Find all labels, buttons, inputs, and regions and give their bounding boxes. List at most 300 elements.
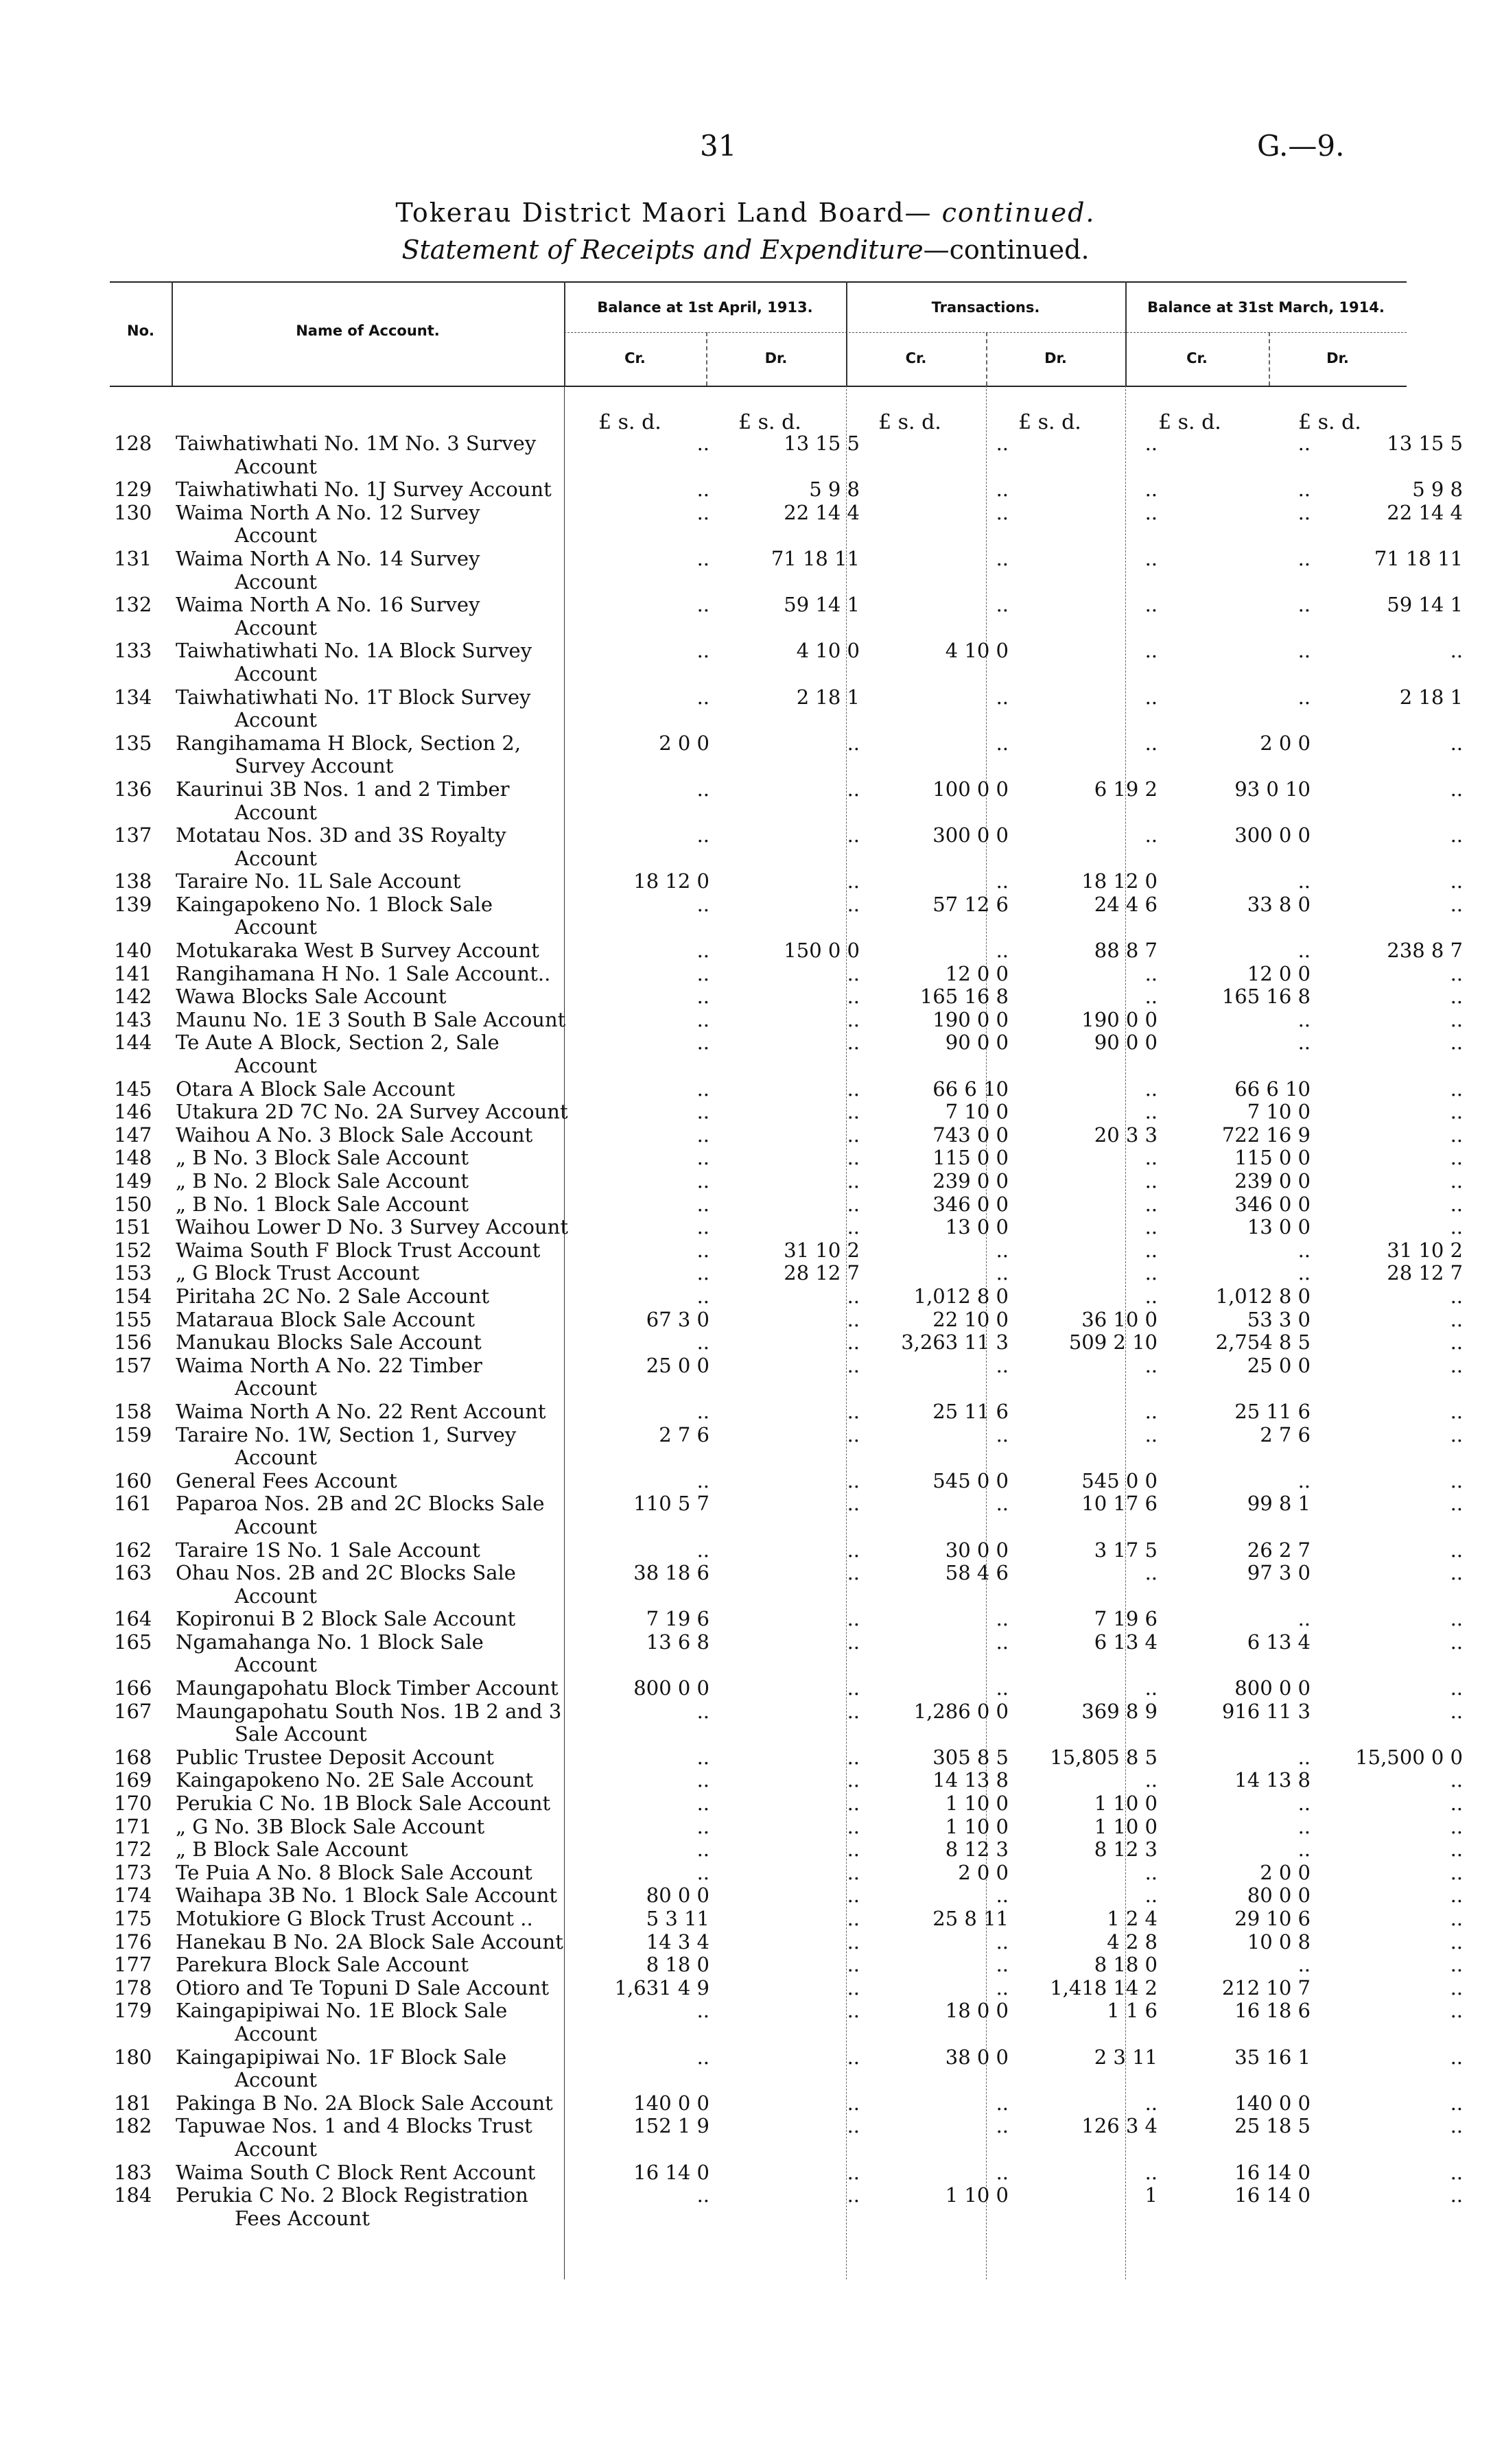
amount-cell: .. [1144, 1422, 1158, 1446]
amount-cell: .. [1144, 1192, 1158, 1216]
account-name-cell [176, 1239, 568, 1263]
amount-cell: .. [696, 1169, 709, 1193]
amount-cell: .. [696, 1699, 709, 1723]
amount-cell: 7 19 6 [646, 1607, 709, 1631]
account-name: Waihou Lower D No. 3 Survey Account [176, 1215, 569, 1239]
amount-cell: 80 0 0 [646, 1884, 709, 1908]
amount-cell: .. [1144, 1261, 1158, 1285]
row-number: 136 [114, 777, 152, 801]
account-name: Public Trustee Deposit Account [176, 1745, 495, 1769]
amount-cell: .. [847, 1814, 860, 1838]
amount-cell: .. [1298, 939, 1311, 963]
account-name: Waima North A No. 12 Survey Account [176, 500, 480, 548]
amount-cell: 3,263 11 3 [901, 1330, 1009, 1354]
table-row [110, 1470, 1472, 1493]
row-number: 161 [114, 1492, 152, 1516]
row-number: 172 [114, 1838, 152, 1862]
units-label: £ s. d. [1298, 410, 1361, 434]
account-name-cell [176, 1147, 568, 1170]
account-name: Pakinga B No. 2A Block Sale Account [176, 2091, 553, 2115]
account-name-cell [176, 778, 568, 824]
row-number: 174 [114, 1884, 152, 1908]
amount-cell: .. [996, 500, 1009, 524]
table-row [110, 870, 1472, 893]
row-number: 132 [114, 593, 152, 617]
amount-cell: 4 2 8 [1107, 1929, 1158, 1953]
col-dr-header: Dr. [1044, 350, 1067, 366]
amount-cell: 57 12 6 [932, 892, 1009, 916]
amount-cell: 300 0 0 [932, 823, 1009, 847]
row-number: 159 [114, 1422, 152, 1446]
units-label: £ s. d. [878, 410, 941, 434]
row-number: 131 [114, 546, 152, 570]
account-name: Taiwhatiwhati No. 1M No. 3 Survey Account [176, 432, 537, 478]
amount-cell: 6 13 4 [1247, 1630, 1311, 1654]
amount-cell: .. [1450, 1468, 1463, 1492]
amount-cell: .. [847, 1123, 860, 1147]
amount-cell: .. [1298, 478, 1311, 502]
amount-cell: 165 16 8 [919, 985, 1009, 1009]
col-balance-1914-header: Balance at 31st March, 1914. [1147, 299, 1385, 316]
account-name: Taiwhatiwhati No. 1T Block Survey Account [176, 685, 531, 732]
row-number: 143 [114, 1007, 152, 1031]
table-row [110, 594, 1472, 640]
account-name-cell [176, 1562, 568, 1608]
account-name-cell [176, 1999, 568, 2045]
row-number: 128 [114, 432, 152, 455]
table-row [110, 1424, 1472, 1470]
amount-cell: 916 11 3 [1221, 1699, 1311, 1723]
table-row [110, 1862, 1472, 1885]
amount-cell: 1 10 0 [945, 1792, 1009, 1816]
amount-cell: .. [1298, 1031, 1311, 1055]
row-number: 165 [114, 1630, 152, 1654]
table-row [110, 939, 1472, 963]
row-number: 149 [114, 1169, 152, 1193]
table-row [110, 2092, 1472, 2115]
amount-cell: .. [696, 961, 709, 985]
account-name: General Fees Account [176, 1468, 397, 1492]
table-row [110, 1309, 1472, 1332]
amount-cell: .. [847, 1607, 860, 1631]
amount-cell: 10 17 6 [1081, 1492, 1158, 1516]
amount-cell: 29 10 6 [1234, 1907, 1311, 1930]
amount-cell: .. [847, 1699, 860, 1723]
amount-cell: 99 8 1 [1247, 1492, 1311, 1516]
account-name-cell [176, 870, 568, 893]
row-number: 160 [114, 1468, 152, 1492]
row-number: 137 [114, 823, 152, 847]
amount-cell: .. [1450, 1699, 1463, 1723]
amount-cell: .. [696, 1007, 709, 1031]
amount-cell: .. [847, 1492, 860, 1516]
account-name: Te Puia A No. 8 Block Sale Account [176, 1860, 532, 1884]
amount-cell: .. [1298, 685, 1311, 709]
amount-cell: 13 15 5 [1387, 432, 1463, 455]
account-name: „ G No. 3B Block Sale Account [176, 1814, 485, 1838]
amount-cell: 3 17 5 [1094, 1538, 1158, 1562]
amount-cell: .. [1298, 1745, 1311, 1769]
table-row [110, 1792, 1472, 1816]
amount-cell: 305 8 5 [932, 1745, 1009, 1769]
account-name-cell [176, 1769, 568, 1792]
account-name-cell [176, 1700, 568, 1746]
amount-cell: .. [1450, 1953, 1463, 1977]
amount-cell: 1,012 8 0 [1215, 1284, 1311, 1308]
amount-cell: .. [1144, 823, 1158, 847]
amount-cell: .. [1144, 593, 1158, 617]
row-number: 150 [114, 1192, 152, 1216]
row-number: 158 [114, 1399, 152, 1423]
table-row [110, 985, 1472, 1009]
amount-cell: 30 0 0 [945, 1538, 1009, 1562]
row-number: 145 [114, 1077, 152, 1101]
amount-cell: 722 16 9 [1221, 1123, 1311, 1147]
amount-cell: 25 18 5 [1234, 2114, 1311, 2138]
amount-cell: .. [696, 546, 709, 570]
amount-cell: .. [996, 1975, 1009, 1999]
account-name: Motukaraka West B Survey Account [176, 939, 539, 963]
amount-cell: .. [1298, 1792, 1311, 1816]
account-name-cell [176, 1078, 568, 1101]
amount-cell: .. [1450, 1999, 1463, 2023]
amount-cell: 152 1 9 [633, 2114, 709, 2138]
table-row [110, 1816, 1472, 1839]
amount-cell: 16 18 6 [1234, 1999, 1311, 2023]
title-continued: — continued. [904, 198, 1096, 228]
amount-cell: .. [1144, 2160, 1158, 2184]
amount-cell: .. [847, 1860, 860, 1884]
row-number: 176 [114, 1929, 152, 1953]
amount-cell: 5 9 8 [1412, 478, 1463, 502]
amount-cell: .. [1298, 1261, 1311, 1285]
amount-cell: 93 0 10 [1234, 777, 1311, 801]
amount-cell: .. [847, 1907, 860, 1930]
amount-cell: .. [1450, 1192, 1463, 1216]
account-name: „ B No. 3 Block Sale Account [176, 1146, 469, 1170]
amount-cell: 88 8 7 [1094, 939, 1158, 963]
col-name-header: Name of Account. [296, 322, 440, 339]
account-name-cell [176, 1631, 568, 1677]
account-name: Paparoa Nos. 2B and 2C Blocks Sale Account [176, 1492, 545, 1538]
amount-cell: .. [847, 869, 860, 893]
amount-cell: 7 19 6 [1094, 1607, 1158, 1631]
account-name-cell [176, 1884, 568, 1908]
account-name-cell [176, 640, 568, 685]
row-number: 181 [114, 2091, 152, 2115]
amount-cell: 190 0 0 [932, 1007, 1009, 1031]
amount-cell: 22 10 0 [932, 1307, 1009, 1331]
row-number: 184 [114, 2183, 152, 2207]
amount-cell: 165 16 8 [1221, 985, 1311, 1009]
amount-cell: 2 18 1 [796, 685, 860, 709]
amount-cell: .. [996, 1929, 1009, 1953]
amount-cell: 1,418 14 2 [1050, 1975, 1158, 1999]
amount-cell: .. [847, 1215, 860, 1239]
page-number: 31 [700, 129, 737, 163]
table-row [110, 1769, 1472, 1792]
amount-cell: 2 3 11 [1094, 2045, 1158, 2069]
amount-cell: .. [996, 478, 1009, 502]
header-sub-rule [564, 332, 1407, 333]
amount-cell: .. [696, 1399, 709, 1423]
account-name-cell [176, 1400, 568, 1424]
units-label: £ s. d. [598, 410, 661, 434]
amount-cell: .. [1298, 593, 1311, 617]
amount-cell: .. [696, 1031, 709, 1055]
amount-cell: 14 13 8 [1234, 1768, 1311, 1792]
amount-cell: .. [1450, 869, 1463, 893]
account-name: Waihou A No. 3 Block Sale Account [176, 1123, 533, 1147]
account-name: Wawa Blocks Sale Account [176, 985, 447, 1009]
row-number: 144 [114, 1031, 152, 1055]
amount-cell: .. [696, 1261, 709, 1285]
amount-cell: .. [1144, 1077, 1158, 1101]
row-number: 139 [114, 892, 152, 916]
account-name-cell [176, 1285, 568, 1309]
account-name: Waima North A No. 16 Survey Account [176, 593, 480, 640]
amount-cell: 346 0 0 [1234, 1192, 1311, 1216]
amount-cell: .. [847, 1284, 860, 1308]
table-row [110, 963, 1472, 986]
account-name-cell [176, 893, 568, 939]
table-row [110, 1562, 1472, 1608]
col-cr-header: Cr. [1186, 350, 1208, 366]
table-row [110, 778, 1472, 824]
account-name: Manukau Blocks Sale Account [176, 1330, 482, 1354]
subtitle-continued: —continued. [923, 235, 1090, 265]
account-name: Kaingapipiwai No. 1E Block Sale Account [176, 1999, 508, 2045]
amount-cell: 8 18 0 [1094, 1953, 1158, 1977]
table-row [110, 1262, 1472, 1285]
amount-cell: 18 12 0 [1081, 869, 1158, 893]
amount-cell: .. [847, 1884, 860, 1908]
amount-cell: .. [696, 777, 709, 801]
amount-cell: .. [1450, 1492, 1463, 1516]
amount-cell: .. [847, 1630, 860, 1654]
row-number: 168 [114, 1745, 152, 1769]
amount-cell: 90 0 0 [945, 1031, 1009, 1055]
amount-cell: .. [847, 892, 860, 916]
amount-cell: 67 3 0 [646, 1307, 709, 1331]
account-name: Maungapohatu South Nos. 1B 2 and 3 Sale Account [176, 1699, 562, 1746]
account-name: Taraire No. 1L Sale Account [176, 869, 461, 893]
row-number: 164 [114, 1607, 152, 1631]
row-number: 142 [114, 985, 152, 1009]
amount-cell: .. [1144, 1561, 1158, 1585]
amount-cell: .. [696, 1538, 709, 1562]
table-row [110, 1239, 1472, 1263]
amount-cell: .. [696, 1860, 709, 1884]
amount-cell: .. [1298, 500, 1311, 524]
col-dr-header: Dr. [1326, 350, 1349, 366]
amount-cell: .. [1450, 1123, 1463, 1147]
amount-cell: 14 3 4 [646, 1929, 709, 1953]
table-row [110, 1285, 1472, 1309]
row-number: 140 [114, 939, 152, 963]
amount-cell: 66 6 10 [932, 1077, 1009, 1101]
account-name: „ G Block Trust Account [176, 1261, 420, 1285]
amount-cell: .. [996, 1676, 1009, 1700]
amount-cell: 25 11 6 [932, 1399, 1009, 1423]
amount-cell: .. [696, 1792, 709, 1816]
amount-cell: .. [696, 1192, 709, 1216]
account-name-cell [176, 548, 568, 594]
table-row [110, 1999, 1472, 2045]
amount-cell: 346 0 0 [932, 1192, 1009, 1216]
amount-cell: .. [847, 1192, 860, 1216]
row-number: 173 [114, 1860, 152, 1884]
amount-cell: 13 6 8 [646, 1630, 709, 1654]
amount-cell: .. [847, 1399, 860, 1423]
units-label: £ s. d. [1158, 410, 1221, 434]
amount-cell: .. [847, 1538, 860, 1562]
account-name: Kaingapokeno No. 1 Block Sale Account [176, 892, 493, 939]
amount-cell: .. [1144, 546, 1158, 570]
amount-cell: .. [847, 1975, 860, 1999]
account-name-cell [176, 1009, 568, 1032]
amount-cell: 14 13 8 [932, 1768, 1009, 1792]
amount-cell: 7 10 0 [1247, 1100, 1311, 1124]
amount-cell: 545 0 0 [932, 1468, 1009, 1492]
amount-cell: .. [1144, 1100, 1158, 1124]
amount-cell: 8 12 3 [945, 1838, 1009, 1862]
amount-cell: .. [696, 2045, 709, 2069]
amount-cell: .. [1450, 1630, 1463, 1654]
amount-cell: 5 9 8 [809, 478, 860, 502]
amount-cell: .. [1298, 639, 1311, 663]
account-name-cell [176, 1539, 568, 1562]
amount-cell: 12 0 0 [1247, 961, 1311, 985]
account-name: Motatau Nos. 3D and 3S Royalty Account [176, 823, 506, 870]
amount-cell: .. [996, 1492, 1009, 1516]
table-row [110, 2184, 1472, 2230]
document-subtitle [0, 235, 1491, 265]
account-name-cell [176, 1101, 568, 1124]
account-name-cell [176, 1262, 568, 1285]
amount-cell: .. [1450, 1907, 1463, 1930]
table-row [110, 1677, 1472, 1700]
amount-cell: 28 12 7 [1387, 1261, 1463, 1285]
amount-cell: .. [1450, 892, 1463, 916]
amount-cell: .. [696, 639, 709, 663]
table-row [110, 1953, 1472, 1977]
amount-cell: .. [1450, 1792, 1463, 1816]
account-name-cell [176, 2184, 568, 2230]
amount-cell: .. [996, 869, 1009, 893]
account-name: Hanekau B No. 2A Block Sale Account [176, 1929, 563, 1953]
account-name: Waima South F Block Trust Account [176, 1238, 541, 1262]
amount-cell: .. [996, 939, 1009, 963]
table-row [110, 1539, 1472, 1562]
table-row [110, 1492, 1472, 1538]
row-number: 153 [114, 1261, 152, 1285]
account-name: Waima South C Block Rent Account [176, 2160, 536, 2184]
row-number: 180 [114, 2045, 152, 2069]
amount-cell: 26 2 7 [1247, 1538, 1311, 1562]
amount-cell: 13 0 0 [1247, 1215, 1311, 1239]
amount-cell: .. [1450, 2183, 1463, 2207]
amount-cell: .. [1144, 500, 1158, 524]
table-row [110, 1700, 1472, 1746]
amount-cell: .. [1450, 2114, 1463, 2138]
amount-cell: 8 18 0 [646, 1953, 709, 1977]
amount-cell: .. [847, 1146, 860, 1170]
table-row [110, 686, 1472, 732]
amount-cell: .. [996, 731, 1009, 755]
row-number: 154 [114, 1284, 152, 1308]
account-name-cell [176, 1792, 568, 1816]
account-name: Te Aute A Block, Section 2, Sale Account [176, 1031, 500, 1078]
amount-cell: .. [996, 593, 1009, 617]
document-title [0, 198, 1491, 228]
amount-cell: 1,286 0 0 [913, 1699, 1009, 1723]
row-number: 155 [114, 1307, 152, 1331]
amount-cell: .. [696, 1468, 709, 1492]
amount-cell: 97 3 0 [1247, 1561, 1311, 1585]
amount-cell: .. [847, 1100, 860, 1124]
amount-cell: 59 14 1 [784, 593, 860, 617]
amount-cell: .. [847, 1422, 860, 1446]
amount-cell: .. [696, 685, 709, 709]
amount-cell: .. [696, 1838, 709, 1862]
amount-cell: .. [1450, 1077, 1463, 1101]
amount-cell: .. [696, 1238, 709, 1262]
amount-cell: 22 14 4 [1387, 500, 1463, 524]
amount-cell: .. [996, 1261, 1009, 1285]
account-name: Rangihamama H Block, Section 2, Survey Account [176, 731, 521, 778]
row-number: 151 [114, 1215, 152, 1239]
amount-cell: .. [696, 1215, 709, 1239]
account-name-cell [176, 594, 568, 640]
amount-cell: 1,012 8 0 [913, 1284, 1009, 1308]
col-balance-1913-header: Balance at 1st April, 1913. [597, 299, 813, 316]
amount-cell: .. [996, 432, 1009, 455]
amount-cell: .. [996, 2160, 1009, 2184]
table-row [110, 1031, 1472, 1077]
table-row [110, 1746, 1472, 1770]
amount-cell: .. [1450, 1676, 1463, 1700]
amount-cell: .. [1450, 1929, 1463, 1953]
account-name: Taiwhatiwhati No. 1J Survey Account [176, 478, 552, 502]
amount-cell: .. [1450, 1100, 1463, 1124]
amount-cell: .. [847, 1077, 860, 1101]
amount-cell: .. [1144, 1884, 1158, 1908]
amount-cell: 15,805 8 5 [1050, 1745, 1158, 1769]
amount-cell: 25 11 6 [1234, 1399, 1311, 1423]
amount-cell: .. [696, 1768, 709, 1792]
row-number: 152 [114, 1238, 152, 1262]
account-name-cell [176, 963, 568, 986]
row-number: 182 [114, 2114, 152, 2138]
amount-cell: 5 3 11 [646, 1907, 709, 1930]
account-name-cell [176, 1908, 568, 1931]
amount-cell: .. [1450, 1284, 1463, 1308]
amount-cell: .. [1144, 1146, 1158, 1170]
amount-cell: .. [1450, 1007, 1463, 1031]
account-name: Taraire No. 1W, Section 1, Survey Account [176, 1422, 517, 1470]
table-row [110, 1931, 1472, 1954]
amount-cell: .. [1144, 1399, 1158, 1423]
amount-cell: .. [996, 1953, 1009, 1977]
amount-cell: .. [696, 593, 709, 617]
row-number: 156 [114, 1330, 152, 1354]
amount-cell: .. [1298, 546, 1311, 570]
amount-cell: .. [1450, 1607, 1463, 1631]
account-name-cell [176, 1816, 568, 1839]
amount-cell: .. [996, 685, 1009, 709]
amount-cell: 2 0 0 [1260, 731, 1311, 755]
